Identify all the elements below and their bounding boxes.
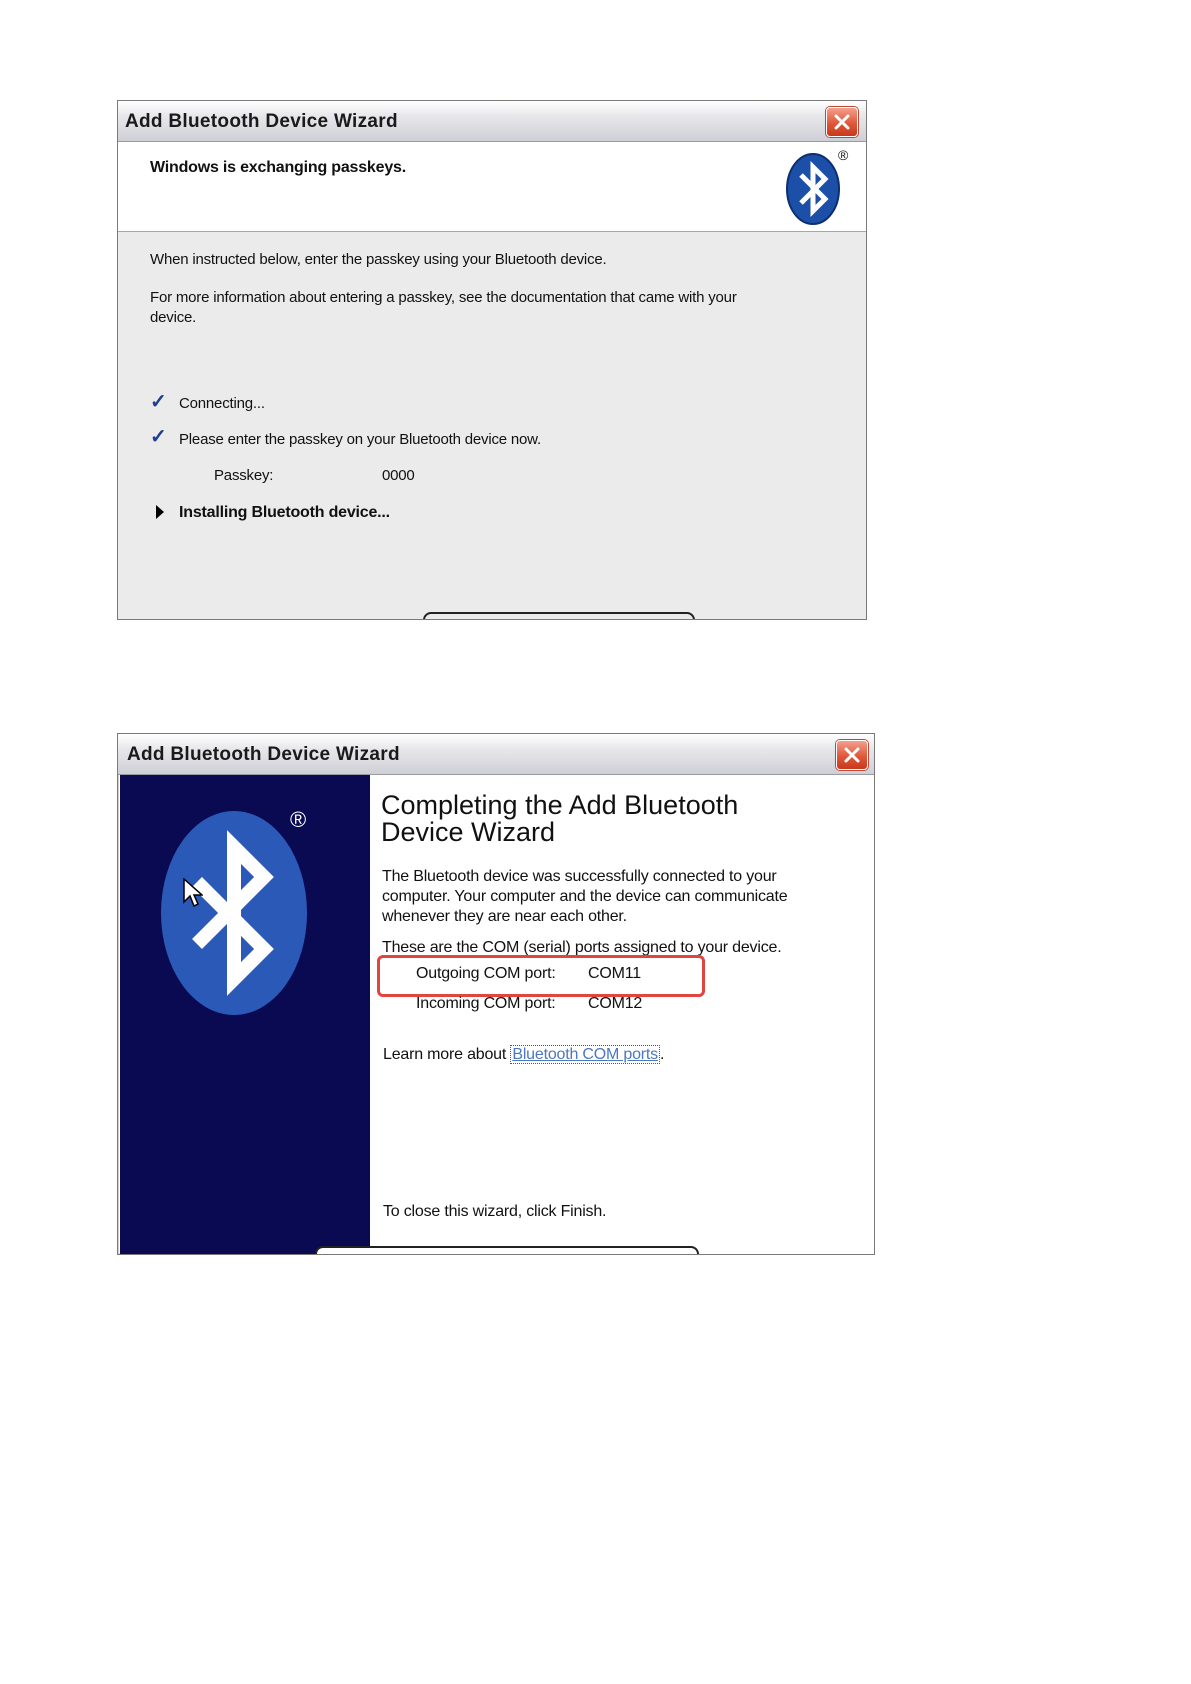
wizard-header bbox=[118, 142, 866, 232]
bluetooth-icon bbox=[786, 147, 849, 225]
checkmark-icon: ✓ bbox=[150, 426, 167, 448]
info-text-line1: For more information about entering a passkey, see the documentation that came with your bbox=[150, 289, 737, 306]
learn-more-text bbox=[383, 1045, 664, 1065]
incoming-port-value: COM12 bbox=[588, 995, 643, 1012]
heading-line2: Device Wizard bbox=[381, 817, 556, 847]
bluetooth-logo bbox=[786, 147, 849, 230]
learn-more-prefix: Learn more about bbox=[383, 1046, 511, 1063]
header-title: Windows is exchanging passkeys. bbox=[150, 159, 406, 176]
close-icon bbox=[843, 746, 861, 764]
ports-intro: These are the COM (serial) ports assigned to your device. bbox=[382, 939, 782, 956]
registered-mark: ® bbox=[838, 147, 849, 163]
passkey-value: 0000 bbox=[382, 467, 415, 484]
instruction-text: When instructed below, enter the passkey using your Bluetooth device. bbox=[150, 251, 607, 268]
close-button[interactable] bbox=[826, 107, 858, 137]
outgoing-port-label: Outgoing COM port: bbox=[416, 965, 556, 982]
outgoing-port-value: COM11 bbox=[588, 965, 641, 982]
window-title: Add Bluetooth Device Wizard bbox=[125, 111, 398, 132]
close-button[interactable] bbox=[836, 740, 868, 770]
bluetooth-icon bbox=[160, 809, 330, 1029]
step-connecting: Connecting... bbox=[179, 395, 265, 412]
description-line2: computer. Your computer and the device can communicate bbox=[382, 888, 788, 905]
mouse-cursor-icon bbox=[183, 878, 203, 908]
wizard-sidebar bbox=[120, 775, 370, 1254]
registered-mark: ® bbox=[290, 807, 307, 832]
window-title: Add Bluetooth Device Wizard bbox=[127, 744, 400, 765]
window-bottom-edge bbox=[315, 1246, 699, 1255]
step-enter-passkey: Please enter the passkey on your Bluetooth device now. bbox=[179, 431, 541, 448]
info-text-line2: device. bbox=[150, 309, 197, 326]
learn-more-suffix: . bbox=[659, 1046, 665, 1063]
checkmark-icon: ✓ bbox=[150, 391, 167, 413]
close-instruction: To close this wizard, click Finish. bbox=[383, 1203, 607, 1220]
step-installing: Installing Bluetooth device... bbox=[179, 504, 390, 521]
description-line3: whenever they are near each other. bbox=[382, 908, 627, 925]
close-icon bbox=[833, 113, 851, 131]
description-line1: The Bluetooth device was successfully connected to your bbox=[382, 868, 777, 885]
bluetooth-com-ports-link[interactable]: Bluetooth COM ports bbox=[512, 1046, 658, 1063]
title-bar bbox=[118, 101, 866, 142]
passkey-wizard-window bbox=[117, 100, 867, 620]
window-bottom-edge bbox=[423, 612, 695, 620]
completion-wizard-window bbox=[117, 733, 875, 1255]
passkey-label: Passkey: bbox=[214, 467, 274, 484]
title-bar bbox=[118, 734, 874, 775]
arrow-right-icon bbox=[156, 505, 164, 519]
incoming-port-label: Incoming COM port: bbox=[416, 995, 556, 1012]
heading-line1: Completing the Add Bluetooth bbox=[381, 790, 739, 820]
